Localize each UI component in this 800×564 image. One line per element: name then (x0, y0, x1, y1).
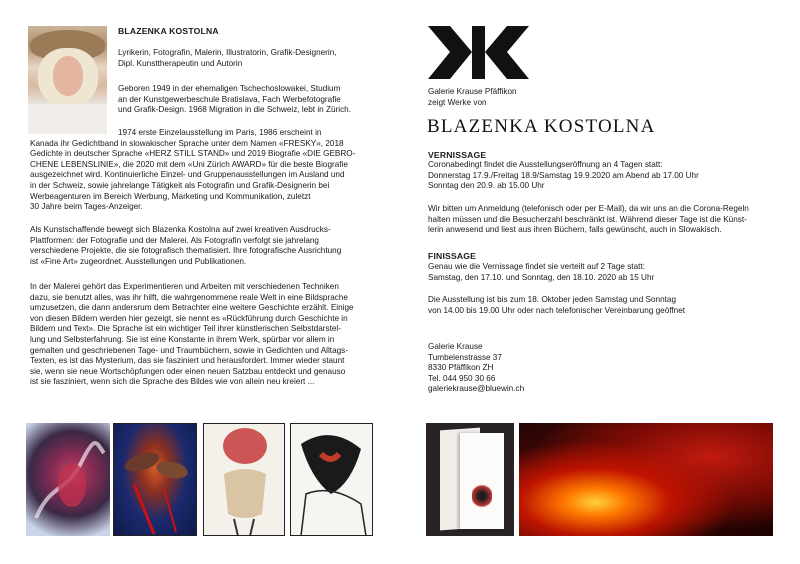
info-line: halten müssen und die Besucherzahl beschränkt ist. Während dieser Tage ist die Künst- (428, 214, 747, 224)
bio-line: sie, wenn sie neue Wortschöpfungen oder einen neuen Satzbau entdeckt und genauso (30, 366, 346, 376)
info-line: Wir bitten um Anmeldung (telefonisch oder per E-Mail), da wir uns an die Corona-Regeln (428, 204, 749, 213)
address-line: Galerie Krause (428, 342, 483, 351)
info-line: Samstag, den 17.10. und Sonntag, den 18.10. 2020 ab 15 Uhr (428, 272, 655, 282)
vernissage-details (428, 160, 778, 192)
bio-line: dazu, sie benutzt alles, was ihr hilft, die wahrgenommene reale Welt in eine Bildsprache (30, 292, 348, 302)
opening-hours (428, 295, 778, 316)
artwork-thumbnail-couple (290, 423, 373, 536)
bio-line: ist sie fasziniert, wenn sich die Sprache des Bildes wie von allein neu kreiert ... (30, 377, 315, 387)
address-line: Tumbelenstrasse 37 (428, 352, 502, 362)
bio-line: 30 Jahre beim Tages-Anzeiger. (30, 202, 143, 212)
bio-art (30, 225, 390, 267)
bio-line: von diesen Bildern werden hier gezeigt, sie nennt es «Rückführung durch Geschichte in (30, 313, 348, 323)
info-line: lerin anwesend und liest aus ihren Büchern, falls gewünscht, auch in Slowakisch. (428, 225, 722, 235)
bio-line: Lyrikerin, Fotografin, Malerin, Illustratorin, Grafik-Designerin, (118, 48, 337, 57)
info-line: Sonntag den 20.9. ab 15.00 Uhr (428, 181, 545, 191)
bio-roles (118, 48, 388, 69)
registration-note (428, 204, 778, 236)
bio-line: an der Kunstgewerbeschule Bratislava, Fach Werbefotografie (118, 94, 341, 104)
bio-career (30, 128, 390, 213)
bio-line: Als Kunstschaffende bewegt sich Blazenka Kostolna auf zwei kreativen Ausdrucks- (30, 225, 331, 234)
gallery-name: Galerie Krause Pfäffikon (428, 87, 517, 96)
bio-line: Plattformen: der Fotografie und der Malerei. Als Fotografin verfolgt sie jahrelang (30, 235, 319, 245)
bio-line: CHENE LEBENSLINIE», die 2020 mit dem «Uni Zürich AWARD» für die beste Biografie (30, 159, 348, 169)
bio-painting (30, 282, 390, 388)
bio-line: gemalten und geschriebenen Tage- und Traumbüchern, sowie in Gedichten und Alltags- (30, 345, 348, 355)
info-line: von 14.00 bis 19.00 Uhr oder nach telefonischer Vereinbarung geöffnet (428, 305, 686, 315)
artwork-painting-red-abstract (519, 423, 773, 536)
artwork-thumbnail-birds (113, 423, 197, 536)
book-photo (426, 423, 514, 536)
info-line: Die Ausstellung ist bis zum 18. Oktober jeden Samstag und Sonntag (428, 295, 677, 304)
email-link[interactable]: galeriekrause@bluewin.ch (428, 384, 525, 394)
exhibition-title: BLAZENKA KOSTOLNA (427, 116, 656, 137)
bio-line: umzusetzen, die dann andersrum dem Betrachter eine weitere Geschichte erzählt. Einige (30, 303, 354, 313)
bio-line: lung und Selbsterfahrung. Sie ist eine Konstante in ihrem Werk, spürbar vor allem in (30, 334, 335, 344)
gallery-presents: zeigt Werke von (428, 98, 487, 107)
phone-number[interactable]: Tel. 044 950 30 66 (428, 373, 496, 383)
bio-line: Bildern und Text». Die Sprache ist ein wichtiger Teil ihrer künstlerischen Selbstdarstel- (30, 324, 341, 334)
bio-birth (118, 84, 388, 116)
bio-line: Dipl. Kunsttherapeutin und Autorin (118, 58, 243, 68)
bio-line: 1974 erste Einzelausstellung im Paris, 1986 erscheint in (118, 128, 322, 137)
bio-line: Werbeagenturen im Bereich Werbung, Marketing und Kommunikation, zuletzt (30, 191, 311, 201)
bio-line: Texten, es ist das Mysterium, das sie fasziniert und herausfordert. Immer wieder staunt (30, 356, 345, 366)
finissage-heading: FINISSAGE (428, 251, 477, 261)
bio-line: Geboren 1949 in der ehemaligen Tschechoslowakei, Studium (118, 84, 341, 93)
finissage-details (428, 262, 778, 283)
artist-name-heading: BLAZENKA KOSTOLNA (118, 26, 219, 36)
address-line: 8330 Pfäffikon ZH (428, 363, 494, 373)
gallery-address (428, 342, 628, 395)
info-line: Genau wie die Vernissage findet sie verteilt auf 2 Tage statt: (428, 262, 645, 271)
artwork-thumbnail-abstract-red (26, 423, 110, 536)
gallery-logo-icon (428, 26, 529, 79)
bio-line: verschiedene Projekte, die sie fotografisch thematisiert. Ihre fotografische Ausrichtung (30, 246, 342, 256)
bio-line: und Grafik-Design. 1968 Migration in die Schweiz, lebt in Zürich. (118, 105, 351, 115)
artwork-thumbnail-figure (203, 423, 285, 536)
vernissage-heading: VERNISSAGE (428, 150, 487, 160)
bio-line: Gedichte in deutscher Sprache «HERZ STILL STAND» und 2019 Biografie «DIE GEBRO- (30, 149, 356, 159)
info-line: Donnerstag 17.9./Freitag 18.9/Samstag 19.9.2020 am Abend ab 17.00 Uhr (428, 170, 699, 180)
artist-portrait (28, 26, 107, 134)
bio-line: ist «Fine Art» zugeordnet. Ausstellungen und Publikationen. (30, 256, 247, 266)
bio-line: in der Schweiz, sowie jahrelange Tätigkeit als Fotografin und Grafik-Designerin bei (30, 180, 330, 190)
bio-line: In der Malerei gehört das Experimentieren und Arbeiten mit verschiedenen Techniken (30, 282, 339, 291)
bio-line: Kanada ihr Gedichtband in slowakischer Sprache unter dem Namen «FRESKY», 2018 (30, 138, 344, 148)
info-line: Coronabedingt findet die Ausstellungseröffnung an 4 Tagen statt: (428, 160, 663, 169)
bio-line: ausgezeichnet wird. Kontinuierliche Einzel- und Gruppenausstellungen im Ausland und (30, 170, 345, 180)
